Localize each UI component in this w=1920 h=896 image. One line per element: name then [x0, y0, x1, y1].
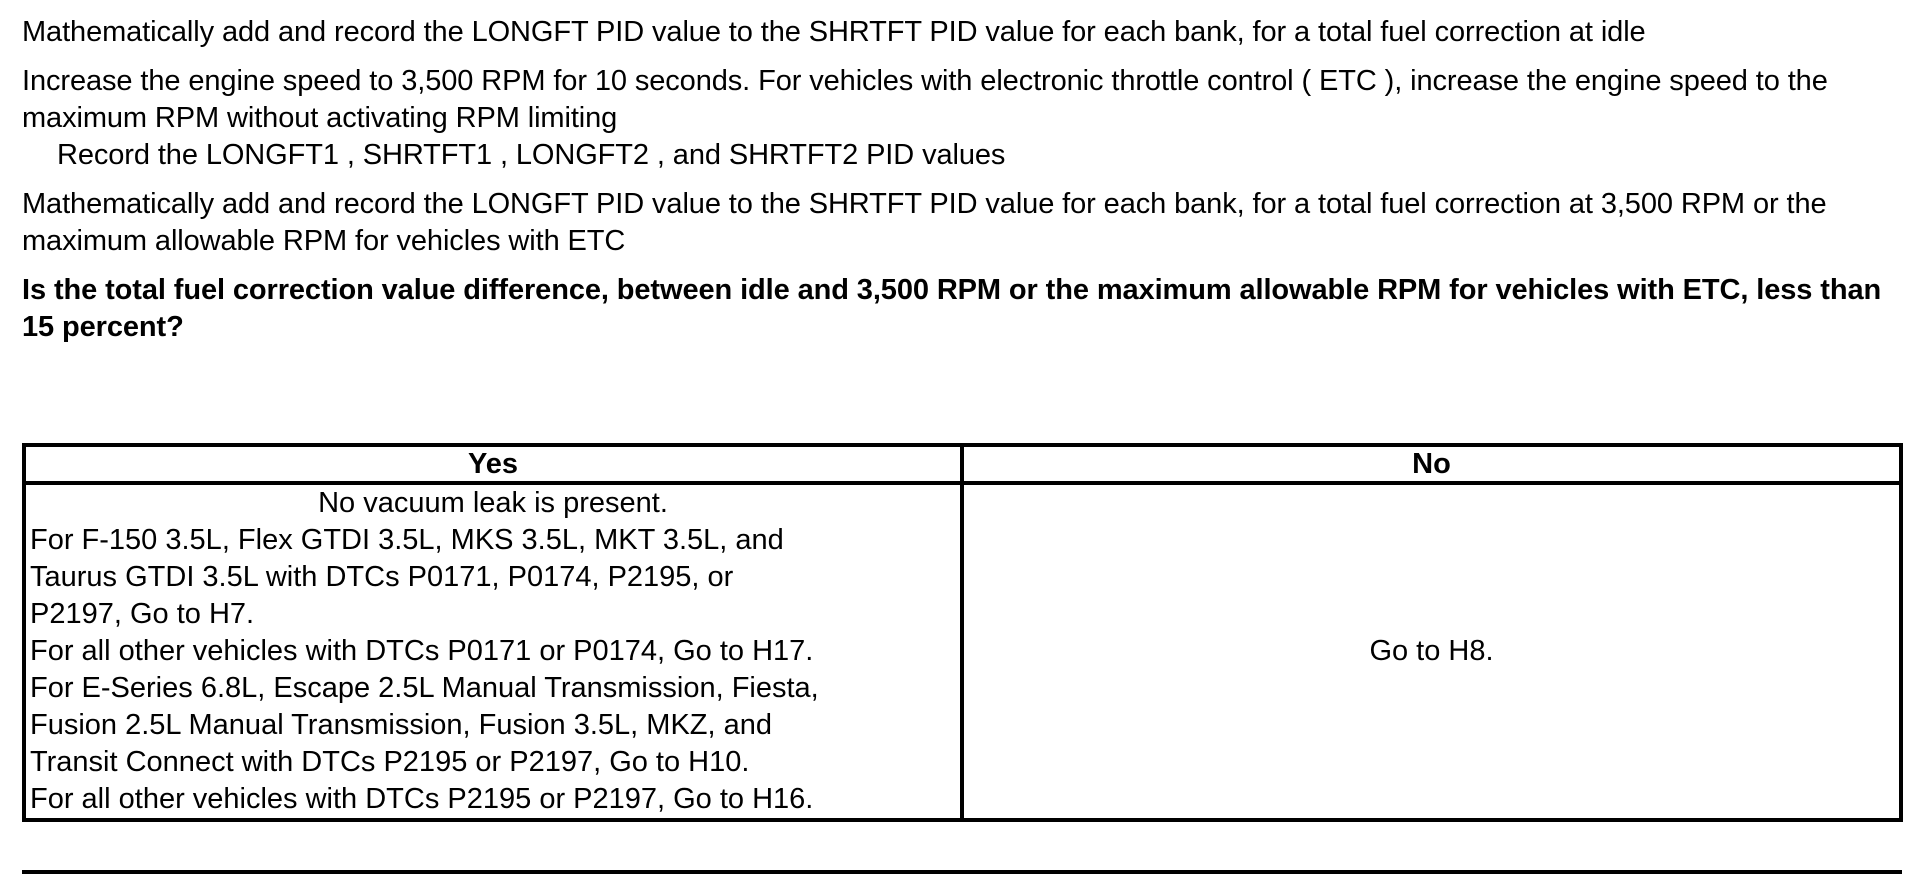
page-divider: [22, 870, 1902, 874]
yes-outcome-line: P2197, Go to H7.: [30, 598, 255, 630]
yes-outcome-line: For E-Series 6.8L, Escape 2.5L Manual Transmission, Fiesta,: [30, 672, 819, 704]
yes-outcome-line: Transit Connect with DTCs P2195 or P2197, Go to H10.: [30, 746, 750, 778]
instruction-total-fuel-idle: Mathematically add and record the LONGFT PID value to the SHRTFT PID value for each bank, for a total fuel correction at idle: [22, 16, 1646, 48]
yes-outcome-cell: [24, 483, 962, 820]
instruction-increase-engine-speed: Increase the engine speed to 3,500 RPM for 10 seconds. For vehicles with electronic throttle control ( ETC ), increase the engine speed to the maximum RPM without activating RPM limiting: [22, 65, 1828, 134]
yes-outcome-line: For all other vehicles with DTCs P2195 or P2197, Go to H16.: [30, 783, 814, 815]
decision-table-header-row: [24, 445, 1901, 483]
decision-table: [22, 443, 1903, 822]
no-header: No: [962, 445, 1901, 483]
procedure-text: [22, 14, 1902, 346]
no-outcome-cell: Go to H8.: [962, 483, 1901, 820]
yes-header: Yes: [24, 445, 962, 483]
instruction-total-fuel-3500: Mathematically add and record the LONGFT PID value to the SHRTFT PID value for each bank, for a total fuel correction at 3,500 RPM or the maximum allowable RPM for vehicles with ETC: [22, 188, 1827, 257]
instruction-record-pid-values: Record the LONGFT1 , SHRTFT1 , LONGFT2 , and SHRTFT2 PID values: [57, 139, 1006, 171]
decision-question: Is the total fuel correction value difference, between idle and 3,500 RPM or the maximum allowable RPM for vehicles with ETC, less than 15 percent?: [22, 274, 1882, 343]
yes-outcome-line: Fusion 2.5L Manual Transmission, Fusion 3.5L, MKZ, and: [30, 709, 773, 741]
yes-outcome-line: Taurus GTDI 3.5L with DTCs P0171, P0174, P2195, or: [30, 561, 734, 593]
yes-outcome-line: For all other vehicles with DTCs P0171 or P0174, Go to H17.: [30, 635, 814, 667]
decision-table-row: [24, 483, 1901, 820]
yes-outcome-line: For F-150 3.5L, Flex GTDI 3.5L, MKS 3.5L, MKT 3.5L, and: [30, 524, 784, 556]
yes-outcome-line: No vacuum leak is present.: [318, 487, 668, 519]
